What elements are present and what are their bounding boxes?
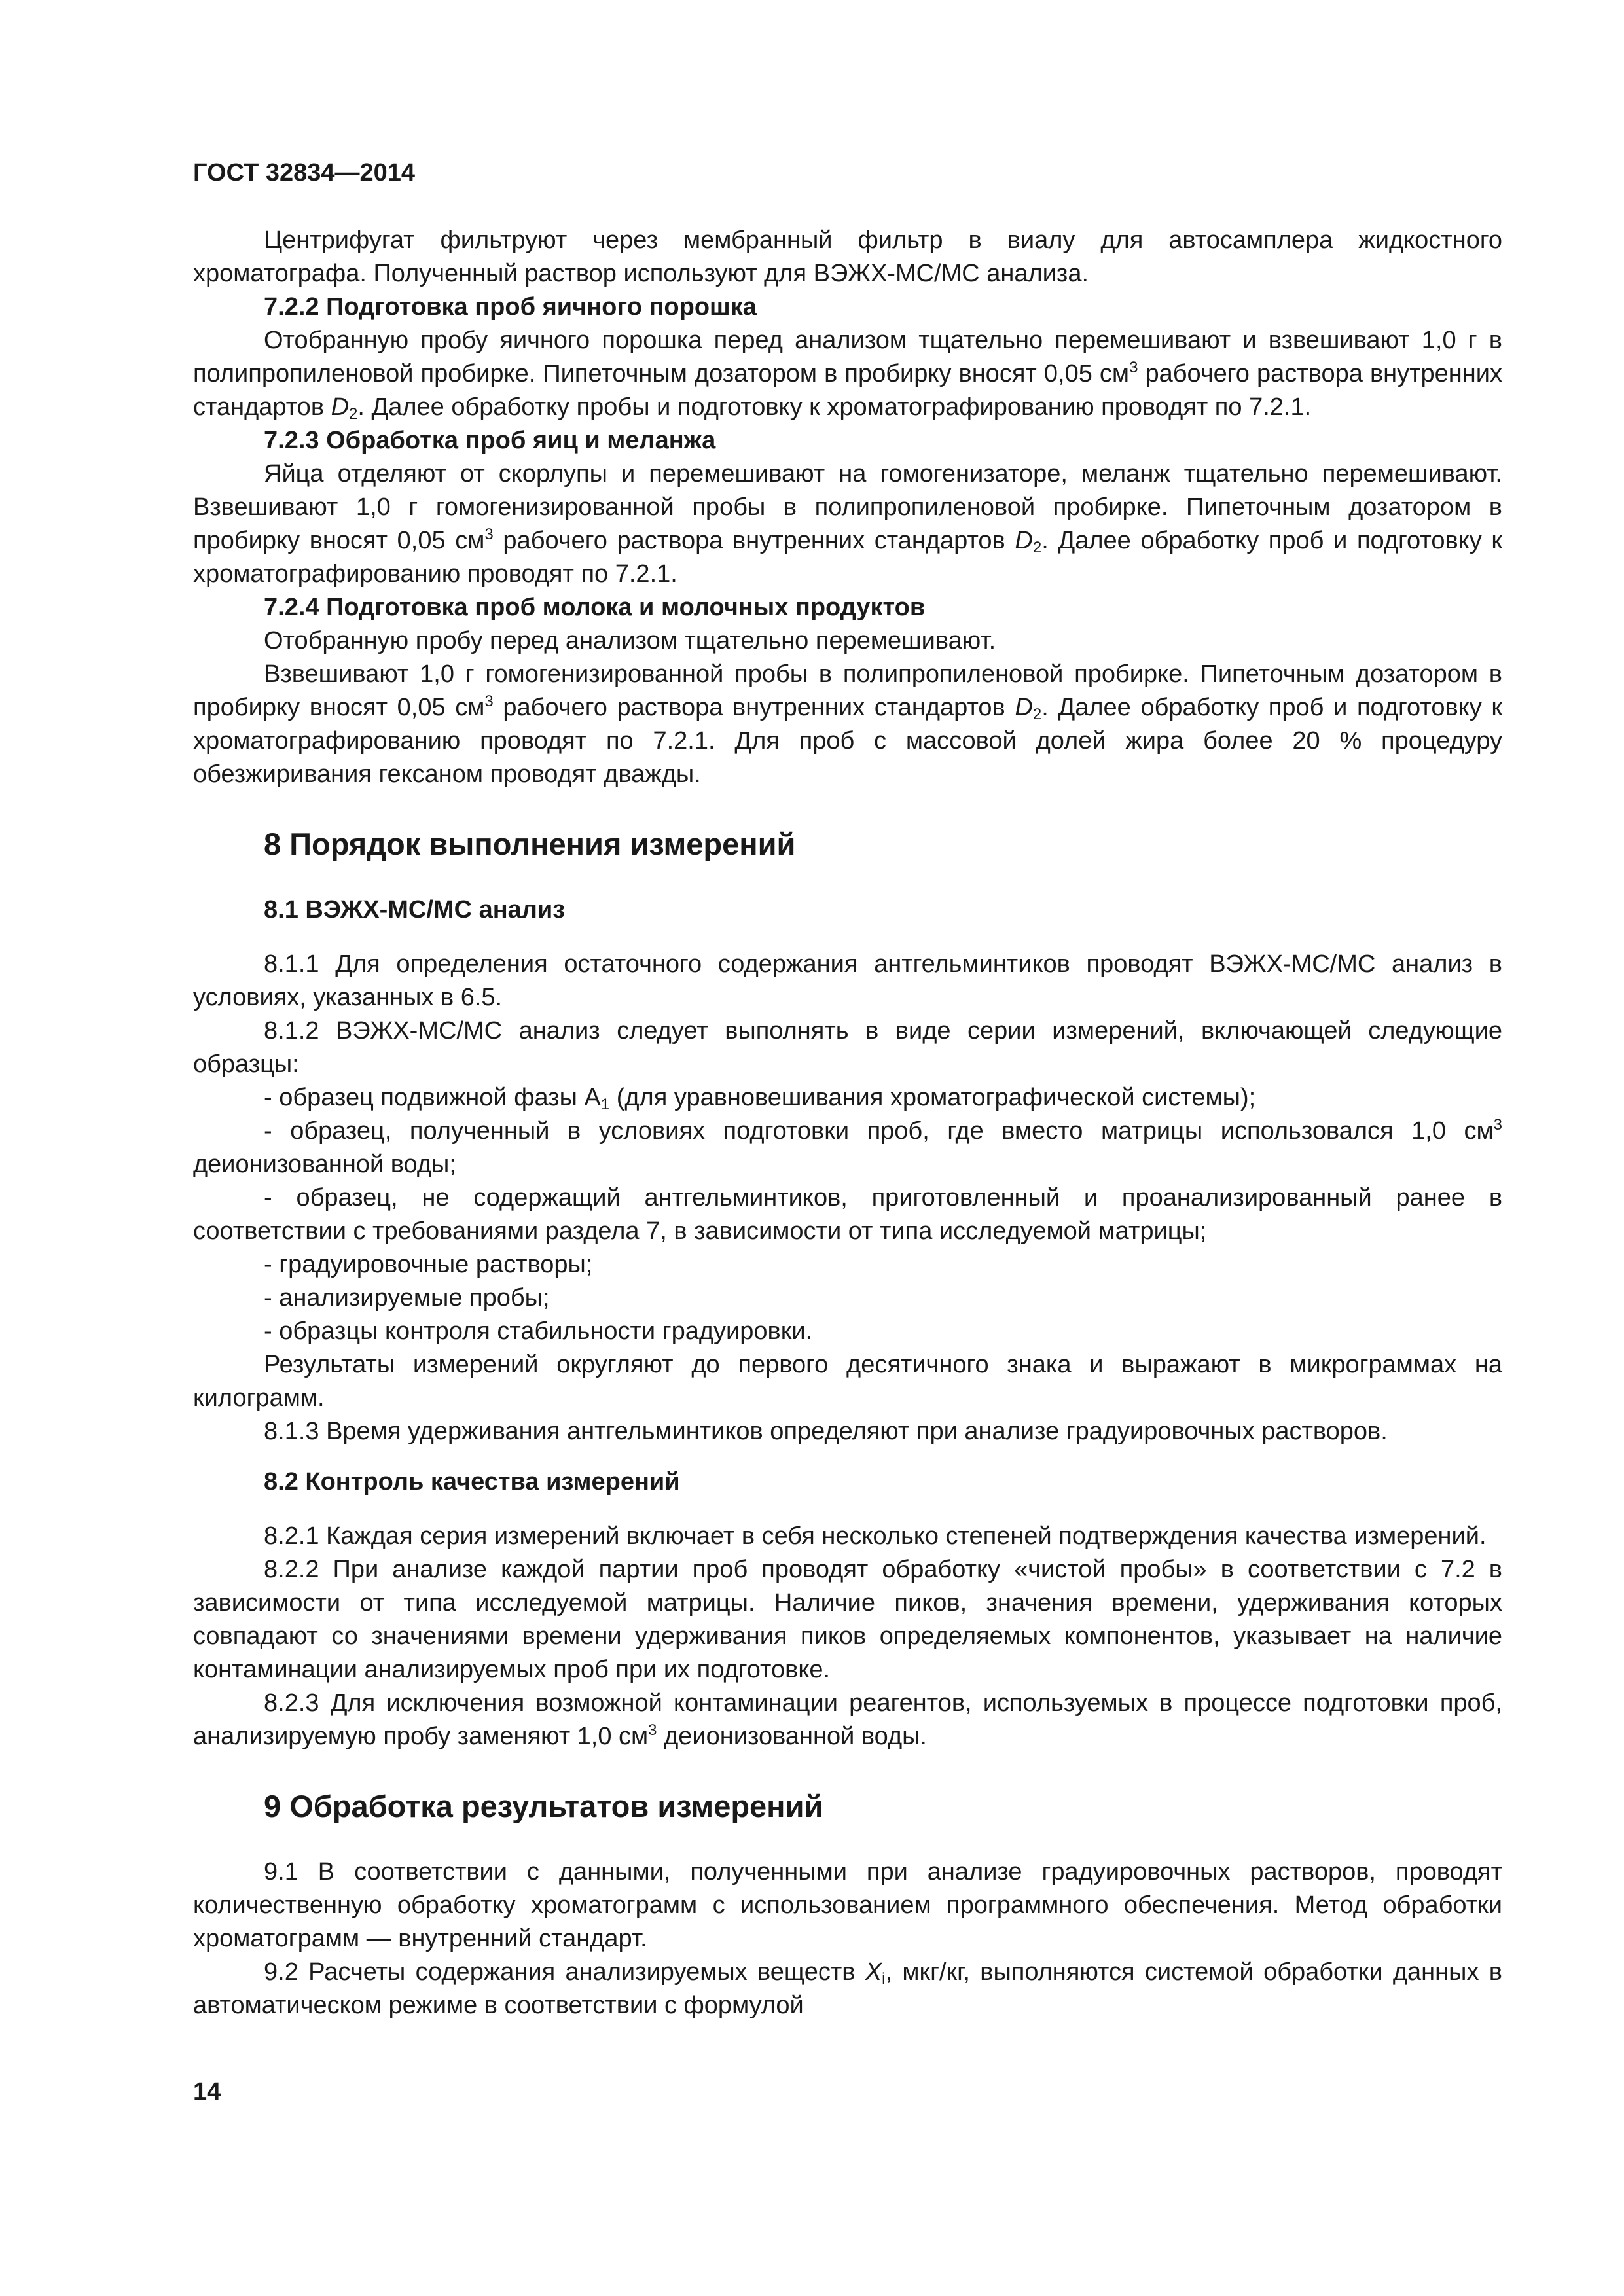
list-item-stability: - образцы контроля стабильности градуировки. xyxy=(264,1318,813,1345)
list-item-samples: - анализируемые пробы; xyxy=(264,1284,550,1312)
result-rounding: Результаты измерений округляют до первого десятичного знака и выражают в микрограммах на килограмм. xyxy=(193,1351,1502,1412)
section-7-2-4-text-2: Взвешивают 1,0 г гомогенизированной пробы в полипропиленовой пробирке. Пипеточным дозатором в пробирку вносят 0,05 $см^3$ рабочего раствора внутренних стандартов $D_2$. Далее обработку проб и подготовку к хроматографированию проводят по 7.2.1. Для проб с массовой долей жира более 20 % процедуру обезжиривания гексаном проводят дважды. xyxy=(193,660,1502,788)
section-7-2-2-title: 7.2.2 Подготовка проб яичного порошка xyxy=(264,293,757,321)
section-9-1: 9.1 В соответствии с данными, полученными при анализе градуировочных растворов, проводят количественную обработку хроматограмм с использованием программного обеспечения. Метод обработки хроматограмм — внутренний стандарт. xyxy=(193,1858,1502,1952)
section-9-heading: 9 Обработка результатов измерений xyxy=(264,1789,823,1823)
section-7-2-4-text-1: Отобранную пробу перед анализом тщательно перемешивают. xyxy=(264,627,996,655)
section-8-2-2: 8.2.2 При анализе каждой партии проб проводят обработку «чистой пробы» в соответствии с 7.2 в зависимости от типа исследуемой матрицы. Наличие пиков, значения времени, удерживания которых совпадают со значениями времени удерживания пиков определяемых компонентов, указывает на наличие контаминации анализируемых проб при их подготовке. xyxy=(193,1556,1502,1683)
section-8-1-3: 8.1.3 Время удерживания антгельминтиков определяют при анализе градуировочных растворов. xyxy=(264,1418,1388,1445)
section-8-heading: 8 Порядок выполнения измерений xyxy=(264,827,796,861)
section-7-2-2-text: Отобранную пробу яичного порошка перед анализом тщательно перемешивают и взвешивают 1,0 г в полипропиленовой пробирке. Пипеточным дозатором в пробирку вносят 0,05 $см^3$ рабочего раствора внутренних стандартов $D_2$. Далее обработку пробы и подготовку к хроматографированию проводят по 7.2.1. xyxy=(193,327,1502,423)
list-item-blank-sample: - образец, полученный в условиях подготовки проб, где вместо матрицы использовался 1,0 $см^3$ деионизованной воды; xyxy=(193,1116,1502,1178)
list-item-matrix-sample: - образец, не содержащий антгельминтиков, приготовленный и проанализированный ранее в соответствии с требованиями раздела 7, в зависимости от типа исследуемой матрицы; xyxy=(193,1184,1502,1245)
section-7-2-3-title: 7.2.3 Обработка проб яиц и меланжа xyxy=(264,427,716,454)
section-9-2: 9.2 Расчеты содержания анализируемых веществ $X_i$, мкг/кг, выполняются системой обработки данных в автоматическом режиме в соответствии с формулой xyxy=(193,1958,1502,2019)
list-item-calibration: - градуировочные растворы; xyxy=(264,1251,593,1278)
list-item-mobile-phase: - образец подвижной фазы $А_1$ (для уравновешивания хроматографической системы); xyxy=(264,1084,1256,1113)
section-7-2-3-text: Яйца отделяют от скорлупы и перемешивают на гомогенизаторе, меланж тщательно перемешивают. Взвешивают 1,0 г гомогенизированной пробы в полипропиленовой пробирке. Пипеточным дозатором в пробирку вносят 0,05 $см^3$ рабочего раствора внутренних стандартов $D_2$. Далее обработку проб и подготовку к хроматографированию проводят по 7.2.1. xyxy=(193,460,1502,588)
paragraph-centrifugate: Центрифугат фильтруют через мембранный фильтр в виалу для автосамплера жидкостного хроматографа. Полученный раствор используют для ВЭЖХ-МС/МС анализа. xyxy=(193,226,1502,287)
document-page xyxy=(193,157,1502,2022)
page-number: 14 xyxy=(193,2078,221,2106)
section-8-2-3: 8.2.3 Для исключения возможной контаминации реагентов, используемых в процессе подготовки проб, анализируемую пробу заменяют 1,0 $см^3$ деионизованной воды. xyxy=(193,1689,1502,1750)
standard-header: ГОСТ 32834—2014 xyxy=(193,159,416,187)
section-8-1-2: 8.1.2 ВЭЖХ-МС/МС анализ следует выполнять в виде серии измерений, включающей следующие образцы: xyxy=(193,1017,1502,1078)
section-8-2-1: 8.2.1 Каждая серия измерений включает в себя несколько степеней подтверждения качества измерений. xyxy=(264,1522,1487,1550)
section-8-1-heading: 8.1 ВЭЖХ-МС/МС анализ xyxy=(264,896,566,924)
section-7-2-4-title: 7.2.4 Подготовка проб молока и молочных продуктов xyxy=(264,594,926,621)
section-8-2-heading: 8.2 Контроль качества измерений xyxy=(264,1468,680,1496)
section-8-1-1: 8.1.1 Для определения остаточного содержания антгельминтиков проводят ВЭЖХ-МС/МС анализ в условиях, указанных в 6.5. xyxy=(193,950,1502,1011)
